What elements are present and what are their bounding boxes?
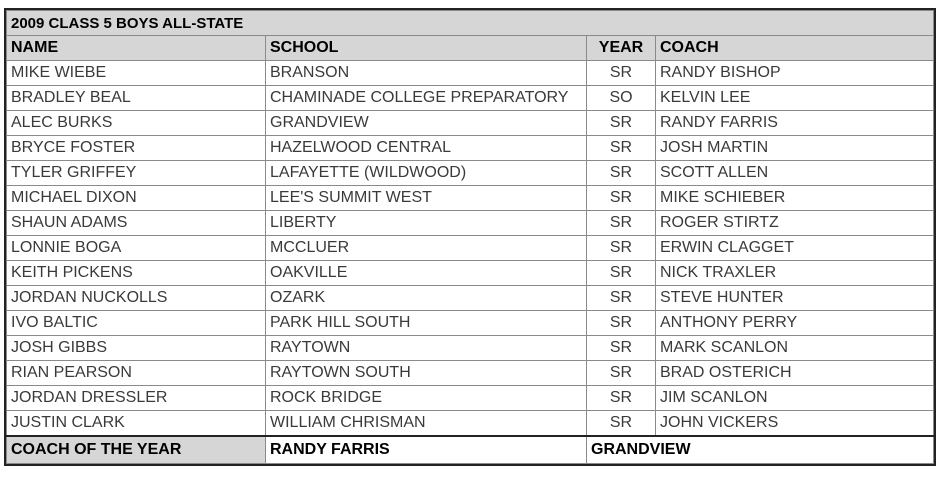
cell-year: SR <box>587 211 656 236</box>
cell-school: OAKVILLE <box>266 261 587 286</box>
cell-coach: JOHN VICKERS <box>656 411 934 437</box>
table-row <box>7 111 934 136</box>
title-row <box>7 11 934 36</box>
cell-year: SR <box>587 311 656 336</box>
table-row <box>7 211 934 236</box>
cell-name: TYLER GRIFFEY <box>7 161 266 186</box>
cell-year: SR <box>587 186 656 211</box>
cell-year: SO <box>587 86 656 111</box>
cell-school: BRANSON <box>266 61 587 86</box>
table-row <box>7 386 934 411</box>
cell-coach: MARK SCANLON <box>656 336 934 361</box>
cell-name: MIKE WIEBE <box>7 61 266 86</box>
cell-year: SR <box>587 61 656 86</box>
header-school: SCHOOL <box>266 36 587 61</box>
cell-coach: ROGER STIRTZ <box>656 211 934 236</box>
cell-year: SR <box>587 136 656 161</box>
cell-name: LONNIE BOGA <box>7 236 266 261</box>
cell-year: SR <box>587 286 656 311</box>
table-row <box>7 261 934 286</box>
coach-of-year-name: RANDY FARRIS <box>266 436 587 464</box>
cell-year: SR <box>587 361 656 386</box>
cell-coach: ANTHONY PERRY <box>656 311 934 336</box>
cell-year: SR <box>587 236 656 261</box>
table-row <box>7 161 934 186</box>
cell-year: SR <box>587 336 656 361</box>
cell-school: LEE'S SUMMIT WEST <box>266 186 587 211</box>
header-name: NAME <box>7 36 266 61</box>
cell-school: WILLIAM CHRISMAN <box>266 411 587 437</box>
cell-coach: ERWIN CLAGGET <box>656 236 934 261</box>
cell-school: GRANDVIEW <box>266 111 587 136</box>
cell-name: BRYCE FOSTER <box>7 136 266 161</box>
cell-coach: SCOTT ALLEN <box>656 161 934 186</box>
cell-school: LAFAYETTE (WILDWOOD) <box>266 161 587 186</box>
cell-school: ROCK BRIDGE <box>266 386 587 411</box>
all-state-table <box>6 10 934 464</box>
coach-of-year-row <box>7 436 934 464</box>
cell-year: SR <box>587 111 656 136</box>
cell-name: ALEC BURKS <box>7 111 266 136</box>
cell-year: SR <box>587 386 656 411</box>
coach-of-year-label: COACH OF THE YEAR <box>7 436 266 464</box>
cell-year: SR <box>587 161 656 186</box>
cell-coach: JIM SCANLON <box>656 386 934 411</box>
cell-school: LIBERTY <box>266 211 587 236</box>
table-row <box>7 236 934 261</box>
table-row <box>7 136 934 161</box>
header-coach: COACH <box>656 36 934 61</box>
cell-name: JOSH GIBBS <box>7 336 266 361</box>
cell-school: HAZELWOOD CENTRAL <box>266 136 587 161</box>
table-row <box>7 61 934 86</box>
cell-name: RIAN PEARSON <box>7 361 266 386</box>
cell-coach: MIKE SCHIEBER <box>656 186 934 211</box>
table-row <box>7 286 934 311</box>
cell-name: JORDAN NUCKOLLS <box>7 286 266 311</box>
cell-name: SHAUN ADAMS <box>7 211 266 236</box>
cell-coach: KELVIN LEE <box>656 86 934 111</box>
header-row <box>7 36 934 61</box>
cell-year: SR <box>587 411 656 437</box>
table-row <box>7 361 934 386</box>
cell-school: PARK HILL SOUTH <box>266 311 587 336</box>
cell-name: JUSTIN CLARK <box>7 411 266 437</box>
cell-year: SR <box>587 261 656 286</box>
cell-coach: RANDY FARRIS <box>656 111 934 136</box>
coach-of-year-school: GRANDVIEW <box>587 436 934 464</box>
cell-school: CHAMINADE COLLEGE PREPARATORY <box>266 86 587 111</box>
header-year: YEAR <box>587 36 656 61</box>
cell-coach: BRAD OSTERICH <box>656 361 934 386</box>
cell-coach: STEVE HUNTER <box>656 286 934 311</box>
cell-school: OZARK <box>266 286 587 311</box>
all-state-sheet <box>4 8 936 466</box>
cell-name: KEITH PICKENS <box>7 261 266 286</box>
cell-coach: RANDY BISHOP <box>656 61 934 86</box>
cell-school: MCCLUER <box>266 236 587 261</box>
table-row <box>7 411 934 437</box>
table-row <box>7 86 934 111</box>
cell-coach: JOSH MARTIN <box>656 136 934 161</box>
cell-name: JORDAN DRESSLER <box>7 386 266 411</box>
table-row <box>7 336 934 361</box>
cell-coach: NICK TRAXLER <box>656 261 934 286</box>
cell-name: MICHAEL DIXON <box>7 186 266 211</box>
table-body <box>7 61 934 437</box>
cell-name: IVO BALTIC <box>7 311 266 336</box>
cell-school: RAYTOWN <box>266 336 587 361</box>
table-title: 2009 CLASS 5 BOYS ALL-STATE <box>7 11 934 36</box>
cell-name: BRADLEY BEAL <box>7 86 266 111</box>
cell-school: RAYTOWN SOUTH <box>266 361 587 386</box>
table-row <box>7 186 934 211</box>
table-row <box>7 311 934 336</box>
